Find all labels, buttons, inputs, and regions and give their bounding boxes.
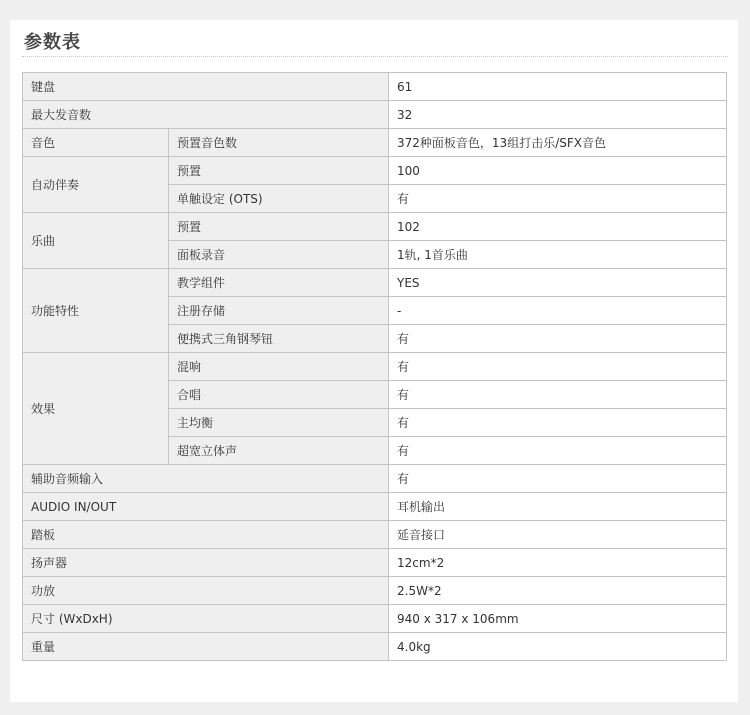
row-label: 踏板 <box>23 521 389 549</box>
row-value: 61 <box>389 73 727 101</box>
row-value: 940 x 317 x 106mm <box>389 605 727 633</box>
row-label: 键盘 <box>23 73 389 101</box>
row-value: 有 <box>389 437 727 465</box>
spec-panel <box>10 20 738 702</box>
row-sublabel: 便携式三角钢琴钮 <box>169 325 389 353</box>
row-value: 4.0kg <box>389 633 727 661</box>
row-sublabel: 预置音色数 <box>169 129 389 157</box>
page-title: 参数表 <box>24 32 81 53</box>
row-label: 尺寸 (WxDxH) <box>23 605 389 633</box>
table-row-amplifier <box>23 577 727 605</box>
table-row-aux-in <box>23 465 727 493</box>
row-sublabel: 预置 <box>169 213 389 241</box>
table-row-effects <box>23 353 727 381</box>
row-label: 最大发音数 <box>23 101 389 129</box>
group-label: 功能特性 <box>23 269 169 353</box>
table-row-audio-io <box>23 493 727 521</box>
row-value: 耳机输出 <box>389 493 727 521</box>
row-value: 32 <box>389 101 727 129</box>
row-value: 1轨, 1首乐曲 <box>389 241 727 269</box>
row-sublabel: 预置 <box>169 157 389 185</box>
group-label: 效果 <box>23 353 169 465</box>
row-sublabel: 超宽立体声 <box>169 437 389 465</box>
row-sublabel: 单触设定 (OTS) <box>169 185 389 213</box>
row-value: 延音接口 <box>389 521 727 549</box>
row-label: AUDIO IN/OUT <box>23 493 389 521</box>
row-value: 有 <box>389 185 727 213</box>
row-label: 重量 <box>23 633 389 661</box>
title-divider <box>22 56 728 57</box>
row-sublabel: 主均衡 <box>169 409 389 437</box>
row-value: 100 <box>389 157 727 185</box>
row-label: 音色 <box>23 129 169 157</box>
table-row-accompaniment <box>23 157 727 185</box>
table-row-features <box>23 269 727 297</box>
row-value: 2.5W*2 <box>389 577 727 605</box>
group-label: 乐曲 <box>23 213 169 269</box>
table-row-speakers <box>23 549 727 577</box>
table-row-pedal <box>23 521 727 549</box>
row-sublabel: 混响 <box>169 353 389 381</box>
table-row-songs <box>23 213 727 241</box>
row-sublabel: 教学组件 <box>169 269 389 297</box>
row-value: 372种面板音色，13组打击乐/SFX音色 <box>389 129 727 157</box>
row-value: 有 <box>389 353 727 381</box>
row-sublabel: 合唱 <box>169 381 389 409</box>
group-label: 自动伴奏 <box>23 157 169 213</box>
row-label: 辅助音频输入 <box>23 465 389 493</box>
row-value: 102 <box>389 213 727 241</box>
row-label: 功放 <box>23 577 389 605</box>
table-row-tone <box>23 129 727 157</box>
row-sublabel: 注册存储 <box>169 297 389 325</box>
row-sublabel: 面板录音 <box>169 241 389 269</box>
row-value: YES <box>389 269 727 297</box>
table-row-dimensions <box>23 605 727 633</box>
table-row-polyphony <box>23 101 727 129</box>
row-value: 有 <box>389 409 727 437</box>
table-row-keyboard <box>23 73 727 101</box>
row-value: 有 <box>389 381 727 409</box>
spec-table <box>22 72 727 661</box>
row-value: - <box>389 297 727 325</box>
row-label: 扬声器 <box>23 549 389 577</box>
row-value: 有 <box>389 465 727 493</box>
row-value: 12cm*2 <box>389 549 727 577</box>
table-row-weight <box>23 633 727 661</box>
row-value: 有 <box>389 325 727 353</box>
